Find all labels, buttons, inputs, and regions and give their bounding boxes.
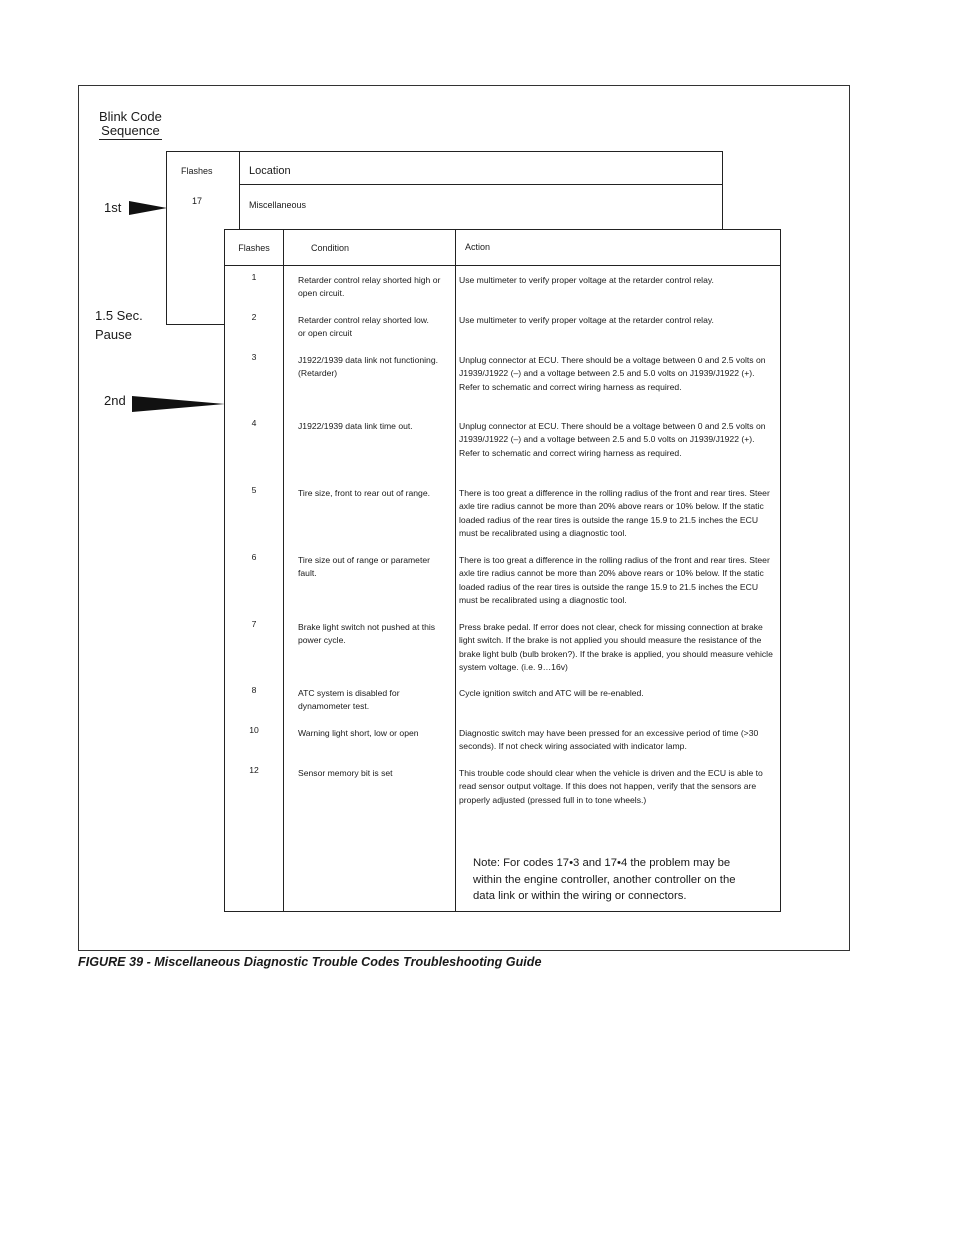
note-text: Note: For codes 17•3 and 17•4 the problem may be within the engine controller, another controller on the data link or within the wiring or connectors. <box>473 857 736 902</box>
row-1-action: Use multimeter to verify proper voltage at the retarder control relay. <box>459 275 714 285</box>
row-8-condition: ATC system is disabled for dynamometer test. <box>298 688 400 712</box>
title-line-1: Blink Code <box>99 109 162 124</box>
row-4-action: Unplug connector at ECU. There should be a voltage between 0 and 2.5 volts on J1939/J1922 (–) and a voltage between 2.5 and 5.0 volts on J1939/J1922 (+). Refer to schematic and correct wiring harness as required. <box>459 421 766 458</box>
row-1-condition: Retarder control relay shorted high or open circuit. <box>298 275 441 299</box>
pause-line-2: Pause <box>95 327 132 342</box>
row-10-condition: Warning light short, low or open <box>298 728 419 738</box>
row-12-condition: Sensor memory bit is set <box>298 768 393 778</box>
title-line-2: Sequence <box>101 123 160 138</box>
row-6-flashes: 6 <box>251 552 257 562</box>
header-condition: Condition <box>311 243 350 253</box>
pause-label <box>95 306 143 344</box>
first-label: 1st <box>104 200 122 215</box>
row-6-action: There is too great a difference in the rolling radius of the front and rear tires. Steer axle tire radius cannot be more than 20% above rears or 10% below. If the static loaded radius of the rear tires is outside the range 15.9 to 21.5 inches the ECU must be recalibrated using a diagnostic tool. <box>459 555 770 605</box>
row-12-flashes: 12 <box>249 765 259 775</box>
row-1-flashes: 1 <box>251 272 257 282</box>
row-7-condition: Brake light switch not pushed at this power cycle. <box>298 622 436 646</box>
row-7-action: Press brake pedal. If error does not clear, check for missing connection at brake light switch. If the brake is not applied you should measure the resistance of the brake light bulb (bulb broken?). If the brake is applied, you should measure vehicle system voltage. (i.e. 9…16v) <box>459 622 773 672</box>
blink-code-sequence-title <box>99 110 162 140</box>
second-arrow-icon <box>132 394 227 414</box>
row-7-flashes: 7 <box>251 619 257 629</box>
row-10-flashes: 10 <box>249 725 259 735</box>
row-4-condition: J1922/1939 data link time out. <box>298 421 413 431</box>
location-header-flashes: Flashes <box>181 166 213 176</box>
row-4-flashes: 4 <box>251 418 257 428</box>
location-value: Miscellaneous <box>249 200 307 210</box>
header-action: Action <box>465 242 491 252</box>
row-2-action: Use multimeter to verify proper voltage at the retarder control relay. <box>459 315 714 325</box>
row-10-action: Diagnostic switch may have been pressed for an excessive period of time (>30 seconds). If not check wiring associated with indicator lamp. <box>459 728 759 752</box>
location-flashes-value: 17 <box>192 196 203 206</box>
figure-caption: FIGURE 39 - Miscellaneous Diagnostic Trouble Codes Troubleshooting Guide <box>78 955 542 969</box>
row-2-condition: Retarder control relay shorted low. or open circuit <box>298 315 429 339</box>
row-2-flashes: 2 <box>251 312 257 322</box>
row-5-condition: Tire size, front to rear out of range. <box>298 488 430 498</box>
row-6-condition: Tire size out of range or parameter fault. <box>298 555 430 579</box>
row-8-flashes: 8 <box>251 685 257 695</box>
row-12-action: This trouble code should clear when the vehicle is driven and the ECU is able to read sensor output voltage. If this does not happen, verify that the sensors are properly adjusted (pressed full in to tone wheels.) <box>459 768 763 805</box>
location-header-location: Location <box>249 165 291 177</box>
row-3-flashes: 3 <box>251 352 257 362</box>
pause-line-1: 1.5 Sec. <box>95 308 143 323</box>
trouble-codes-table <box>224 229 781 912</box>
row-5-action: There is too great a difference in the rolling radius of the front and rear tires. Steer axle tire radius cannot be more than 20% above rears or 10% below. If the static loaded radius of the rear tires is outside the range 15.9 to 21.5 inches the ECU must be recalibrated using a diagnostic tool. <box>459 488 770 538</box>
first-arrow-icon <box>129 199 169 217</box>
row-8-action: Cycle ignition switch and ATC will be re-enabled. <box>459 688 644 698</box>
header-flashes: Flashes <box>238 243 270 253</box>
row-3-condition: J1922/1939 data link not functioning. (Retarder) <box>298 355 438 379</box>
row-3-action: Unplug connector at ECU. There should be a voltage between 0 and 2.5 volts on J1939/J1922 (–) and a voltage between 2.5 and 5.0 volts on J1939/J1922 (+). Refer to schematic and correct wiring harness as required. <box>459 355 766 392</box>
row-5-flashes: 5 <box>251 485 257 495</box>
second-label: 2nd <box>104 393 126 408</box>
